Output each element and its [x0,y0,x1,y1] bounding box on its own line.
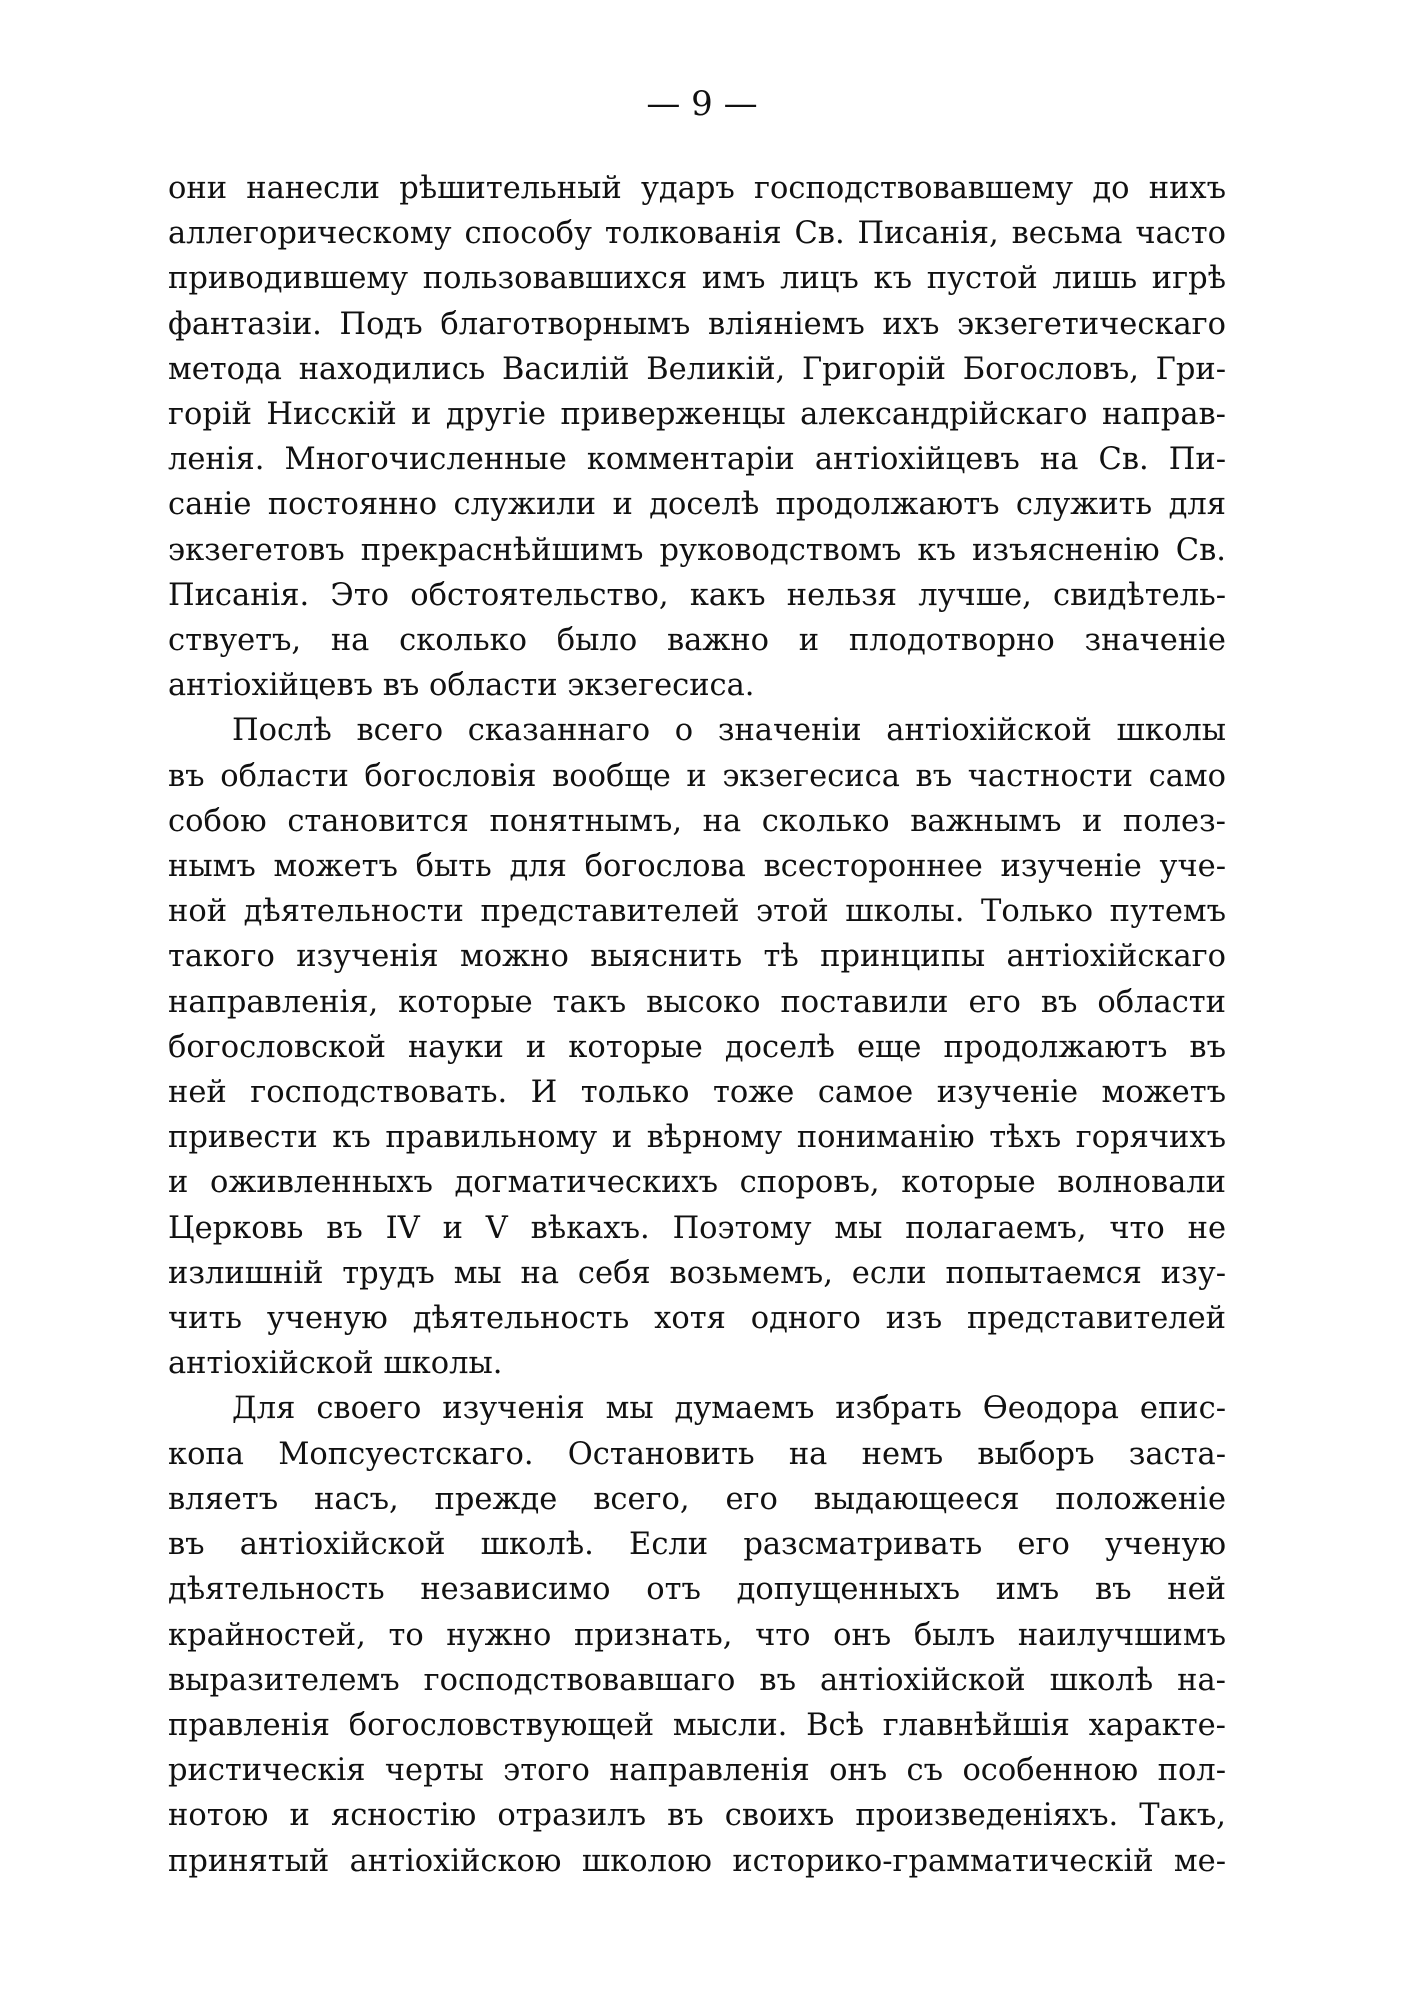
text-line: въ антіохійской школѣ. Если разсматривать его ученую [168,1527,1226,1563]
text-line: Писанія. Это обстоятельство, какъ нельзя лучше, свидѣтель- [168,577,1226,613]
text-line: такого изученія можно выяснить тѣ принципы антіохійскаго [168,939,1226,975]
text-line: ней господствовать. И только тоже самое изученіе можетъ [168,1075,1226,1111]
text-line: въ области богословія вообще и экзегесиса въ частности само [168,758,1226,794]
text-line: ристическія черты этого направленія онъ съ особенною пол- [168,1753,1226,1789]
text-line: аллегорическому способу толкованія Св. Писанія, весьма часто [168,216,1226,252]
text-line: саніе постоянно служили и доселѣ продолжаютъ служить для [168,487,1226,523]
text-line: чить ученую дѣятельность хотя одного изъ представителей [168,1301,1226,1337]
text-line: богословской науки и которые доселѣ еще продолжаютъ въ [168,1029,1226,1065]
text-line: антіохійцевъ въ области экзегесиса. [168,668,755,704]
body-text [168,166,1226,1884]
text-line: излишній трудъ мы на себя возьмемъ, если попытаемся изу- [168,1255,1226,1291]
text-line: они нанесли рѣшительный ударъ господствовавшему до нихъ [168,171,1226,206]
text-line: ствуетъ, на сколько было важно и плодотворно значеніе [168,623,1226,659]
text-line: ной дѣятельности представителей этой школы. Только путемъ [168,894,1226,930]
paragraph-2 [168,708,1226,1386]
text-line: метода находились Василій Великій, Григорій Богословъ, Гри- [168,351,1226,387]
text-line: дѣятельность независимо отъ допущенныхъ имъ въ ней [168,1572,1226,1608]
text-line: горій Нисскій и другіе приверженцы александрійскаго направ- [168,397,1226,433]
text-line: антіохійской школы. [168,1346,503,1382]
text-line: направленія, которые такъ высоко поставили его въ области [168,984,1226,1020]
text-line: ленія. Многочисленные комментаріи антіохійцевъ на Св. Пи- [168,442,1226,478]
text-line: экзегетовъ прекраснѣйшимъ руководствомъ къ изъясненію Св. [168,532,1226,568]
text-line: нымъ можетъ быть для богослова всестороннее изученіе уче- [168,849,1226,885]
text-line: нотою и ясностію отразилъ въ своихъ произведеніяхъ. Такъ, [168,1798,1226,1834]
text-line: крайностей, то нужно признать, что онъ былъ наилучшимъ [168,1617,1226,1653]
text-line: вляетъ насъ, прежде всего, его выдающееся положеніе [168,1481,1226,1517]
text-line: Для своего изученія мы думаемъ избрать Ѳеодора епис- [232,1391,1226,1427]
text-line: собою становится понятнымъ, на сколько важнымъ и полез- [168,803,1226,839]
text-line: копа Мопсуестскаго. Остановить на немъ выборъ заста- [168,1436,1226,1472]
text-line: приводившему пользовавшихся имъ лицъ къ пустой лишь игрѣ [168,261,1226,297]
text-line: Послѣ всего сказаннаго о значеніи антіохійской школы [232,713,1226,749]
page-number: — 9 — [646,84,758,124]
text-line: выразителемъ господствовавшаго въ антіохійской школѣ на- [168,1662,1226,1698]
text-line: фантазіи. Подъ благотворнымъ вліяніемъ ихъ экзегетическаго [168,306,1226,342]
text-line: принятый антіохійскою школою историко-грамматическій ме- [168,1843,1226,1879]
text-line: и оживленныхъ догматическихъ споровъ, которые волновали [168,1165,1226,1201]
text-line: правленія богословствующей мысли. Всѣ главнѣйшія характе- [168,1707,1226,1743]
paragraph-1 [168,166,1226,708]
text-line: Церковь въ IV и V вѣкахъ. Поэтому мы полагаемъ, что не [168,1210,1226,1246]
paragraph-3 [168,1386,1226,1883]
text-line: привести къ правильному и вѣрному пониманію тѣхъ горячихъ [168,1120,1226,1156]
